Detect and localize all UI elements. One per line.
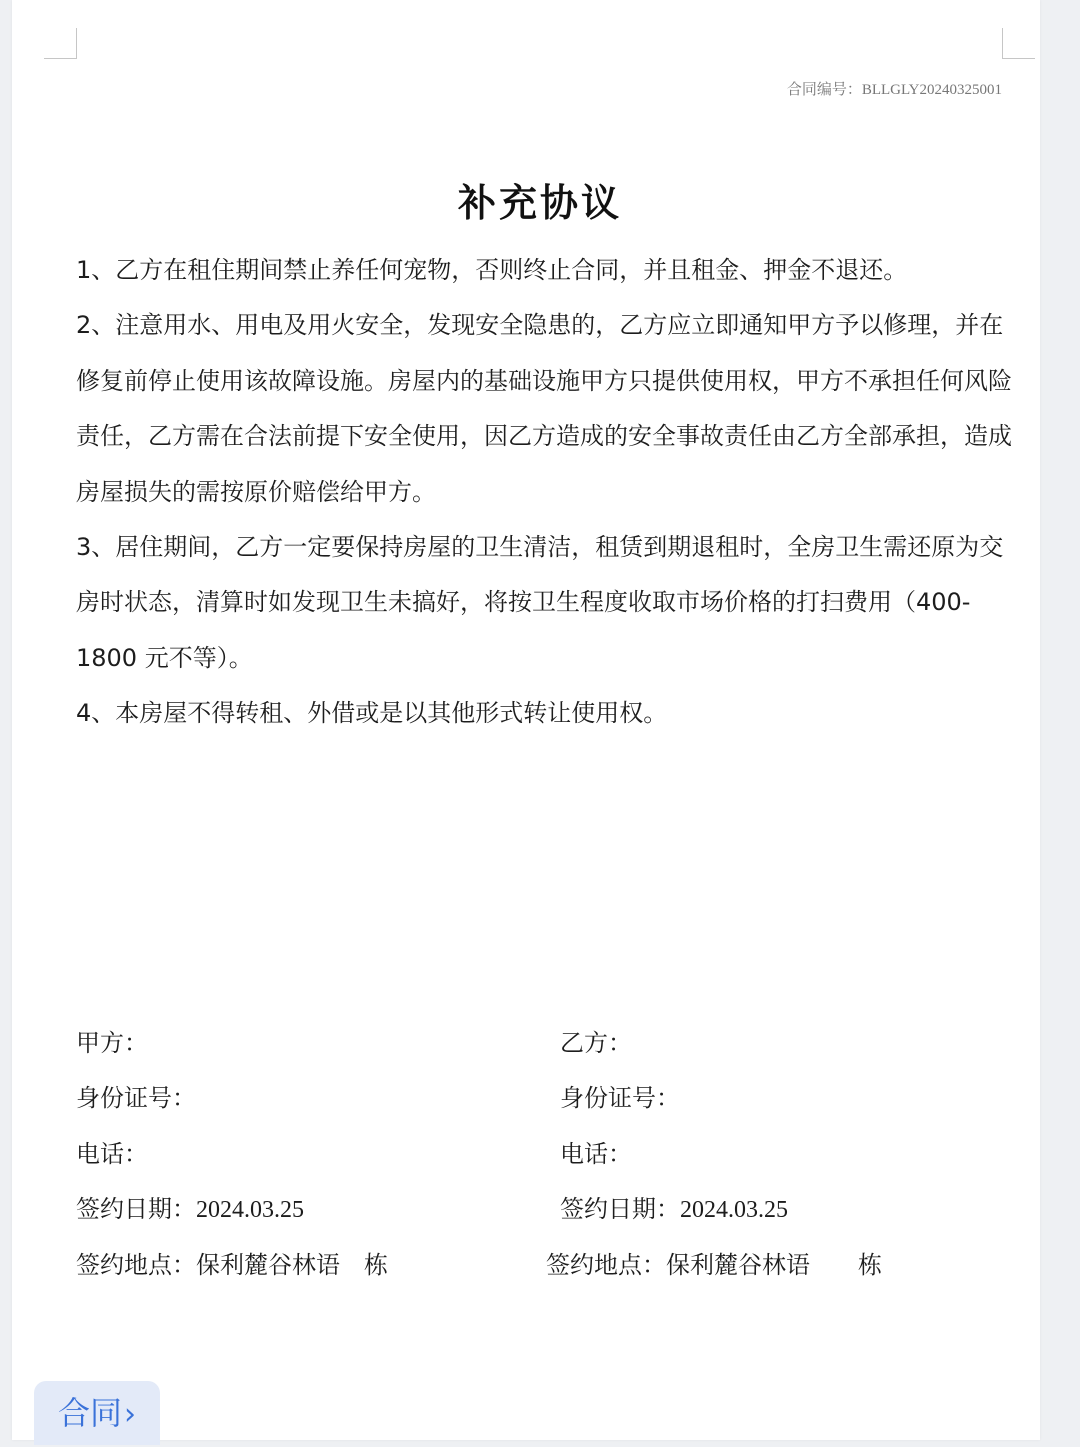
party-a-date [76,1182,388,1237]
party-a-label: 甲方： [76,1029,148,1057]
party-a-id-label: 身份证号： [76,1084,196,1113]
chevron-right-icon: › [124,1397,136,1432]
party-a-place-label: 签约地点： [76,1250,196,1279]
document-page [12,0,1040,1440]
contract-number [787,78,1002,99]
party-b-place-label: 签约地点： [546,1250,666,1279]
party-b-phone-label: 电话： [560,1139,632,1168]
party-b-place-value: 保利麓谷林语 [666,1250,810,1279]
contract-number-value: BLLGLY20240325001 [861,82,1002,98]
party-b-date-value: 2024.03.25 [680,1197,788,1224]
party-a-place [76,1238,388,1293]
party-a-building-label: 栋 [364,1250,388,1279]
party-b-place [546,1238,882,1293]
contract-number-label: 合同编号： [786,82,862,98]
party-b-id-label: 身份证号： [560,1084,680,1113]
document-body [76,243,1014,742]
clause-1: 1、乙方在租住期间禁止养任何宠物，否则终止合同，并且租金、押金不退还。 [76,256,908,284]
clause-3: 3、居住期间，乙方一定要保持房屋的卫生清洁，租赁到期退租时，全房卫生需还原为交房时状态，清算时如发现卫生未搞好，将按卫生程度收取市场价格的打扫费用（400-1800 元不等）。 [76,533,1004,672]
contract-tag-button[interactable] [34,1381,160,1445]
party-a-signature-block [76,1016,388,1293]
party-b-label: 乙方： [560,1029,632,1057]
party-b-date-label: 签约日期： [560,1195,680,1224]
party-a-phone-label: 电话： [76,1139,148,1168]
page-corner-mark-top-left [44,28,77,59]
party-a-date-value: 2024.03.25 [196,1197,304,1224]
party-b-date [560,1182,882,1237]
clause-4: 4、本房屋不得转租、外借或是以其他形式转让使用权。 [76,699,668,728]
party-a-date-label: 签约日期： [76,1195,196,1224]
page-corner-mark-top-right [1002,28,1035,59]
party-a-place-value: 保利麓谷林语 [196,1250,340,1279]
party-b-building-label: 栋 [858,1250,882,1279]
document-title: 补充协议 [457,181,622,225]
party-b-signature-block [546,1016,882,1293]
clause-2: 2、注意用水、用电及用火安全，发现安全隐患的，乙方应立即通知甲方予以修理，并在修复前停止使用该故障设施。房屋内的基础设施甲方只提供使用权，甲方不承担任何风险责任，乙方需在合法前提下安全使用，因乙方造成的安全事故责任由乙方全部承担，造成房屋损失的需按原价赔偿给甲方。 [76,311,1012,506]
contract-tag-label: 合同 [57,1394,122,1432]
